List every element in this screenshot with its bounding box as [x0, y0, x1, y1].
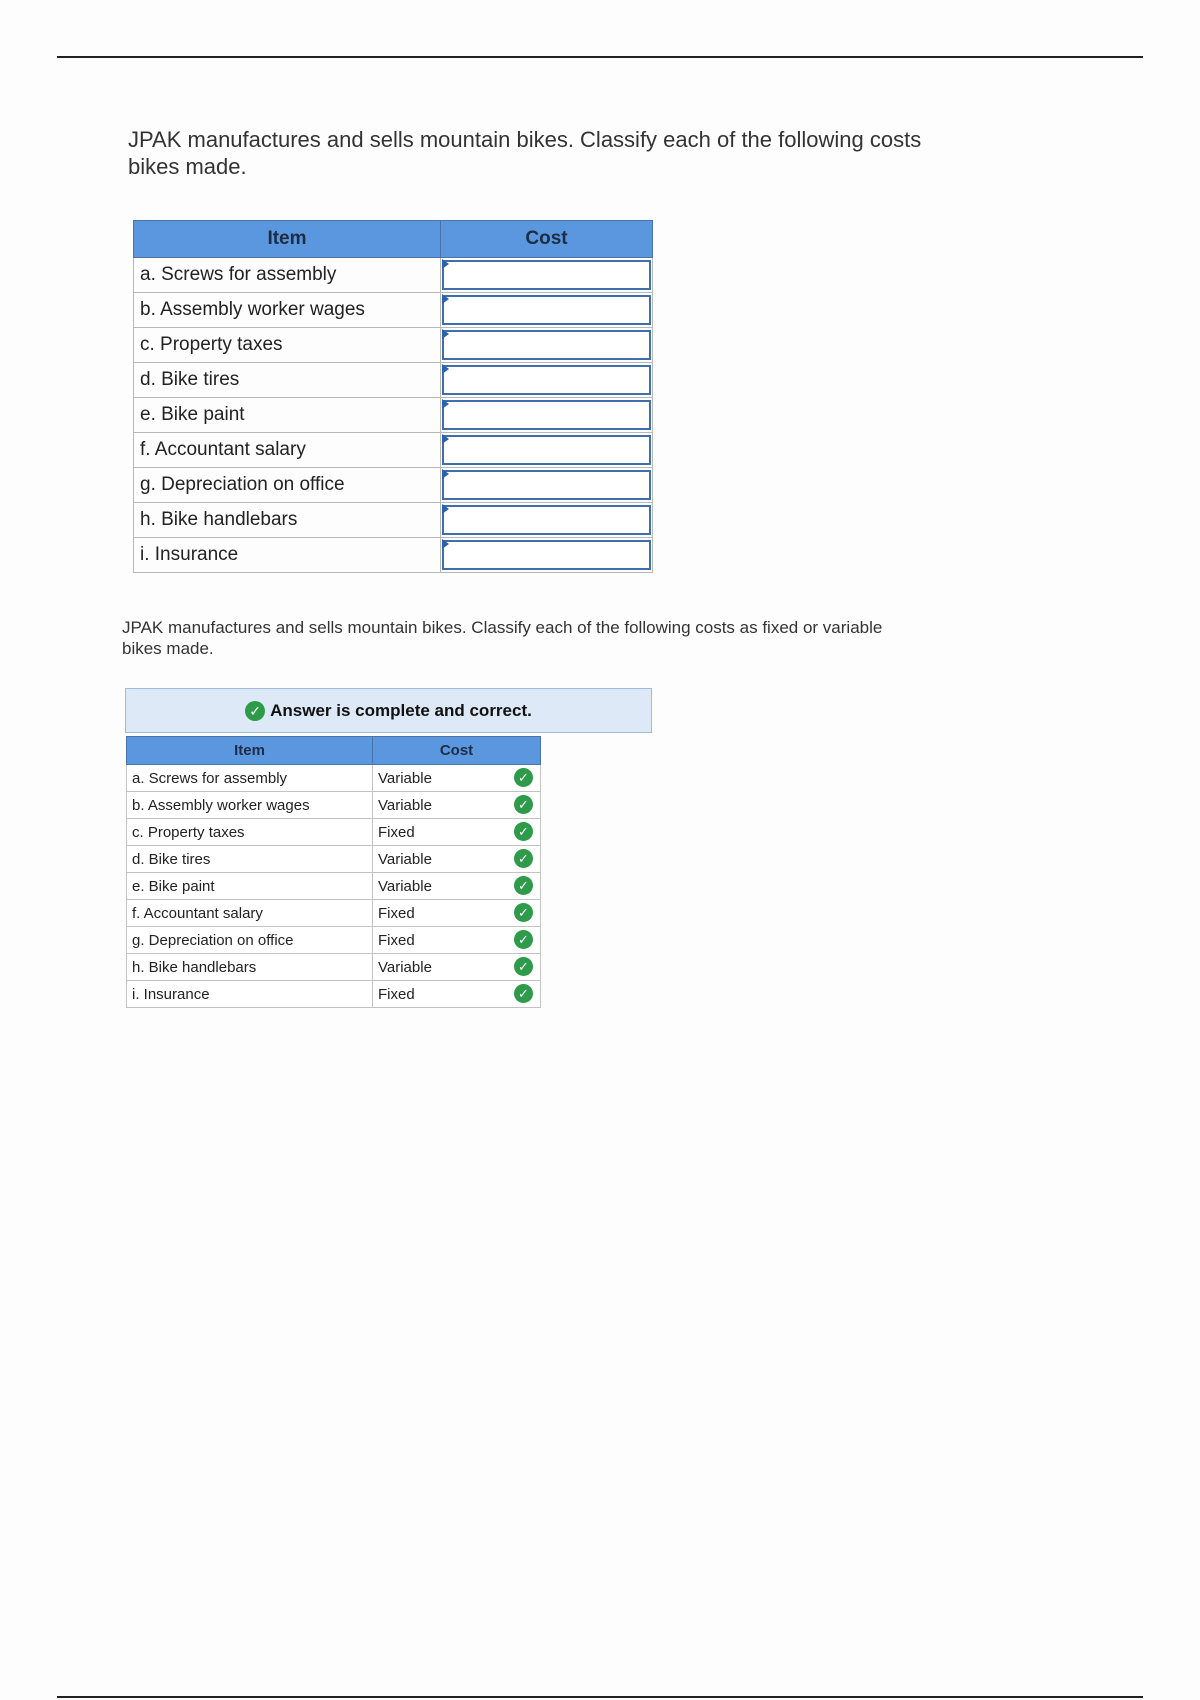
cost-cell[interactable]	[441, 468, 653, 503]
item-label: c. Property taxes	[127, 819, 373, 846]
table-row	[134, 503, 653, 538]
table-row	[134, 293, 653, 328]
item-label: i. Insurance	[127, 981, 373, 1008]
triangle-marker-icon	[442, 294, 449, 304]
cost-text: Variable	[378, 850, 432, 868]
top-divider	[57, 56, 1143, 58]
cost-value	[373, 765, 541, 792]
check-circle-icon: ✓	[514, 849, 533, 868]
check-circle-icon: ✓	[514, 768, 533, 787]
table-row	[134, 468, 653, 503]
table-header-row	[134, 221, 653, 258]
check-circle-icon: ✓	[514, 984, 533, 1003]
cost-value	[373, 873, 541, 900]
check-circle-icon: ✓	[514, 822, 533, 841]
item-label: d. Bike tires	[127, 846, 373, 873]
item-label: e. Bike paint	[127, 873, 373, 900]
cost-text: Fixed	[378, 931, 415, 949]
cost-value	[373, 819, 541, 846]
item-label: c. Property taxes	[134, 328, 441, 363]
item-label: f. Accountant salary	[134, 433, 441, 468]
check-circle-icon: ✓	[514, 957, 533, 976]
cost-dropdown[interactable]	[442, 260, 651, 290]
cost-cell[interactable]	[441, 538, 653, 573]
cost-value	[373, 927, 541, 954]
cost-dropdown[interactable]	[442, 470, 651, 500]
item-label: a. Screws for assembly	[127, 765, 373, 792]
item-label: a. Screws for assembly	[134, 258, 441, 293]
cost-text: Variable	[378, 769, 432, 787]
cost-cell[interactable]	[441, 363, 653, 398]
question-prompt: JPAK manufactures and sells mountain bikes. Classify each of the following costs bikes made.	[128, 127, 922, 179]
triangle-marker-icon	[442, 259, 449, 269]
header-item: Item	[127, 737, 373, 765]
answer-table	[126, 736, 541, 1008]
table-row	[134, 363, 653, 398]
triangle-marker-icon	[442, 399, 449, 409]
header-cost: Cost	[441, 221, 653, 258]
table-row	[134, 328, 653, 363]
cost-dropdown[interactable]	[442, 435, 651, 465]
table-row	[127, 900, 541, 927]
cost-cell[interactable]	[441, 293, 653, 328]
table-row	[127, 873, 541, 900]
check-circle-icon: ✓	[514, 795, 533, 814]
cost-text: Fixed	[378, 823, 415, 841]
answer-status-text: Answer is complete and correct.	[270, 700, 532, 720]
table-row	[127, 765, 541, 792]
item-label: i. Insurance	[134, 538, 441, 573]
cost-text: Variable	[378, 958, 432, 976]
item-label: h. Bike handlebars	[127, 954, 373, 981]
triangle-marker-icon	[442, 434, 449, 444]
table-row	[134, 433, 653, 468]
cost-text: Fixed	[378, 985, 415, 1003]
item-label: b. Assembly worker wages	[127, 792, 373, 819]
cost-cell[interactable]	[441, 328, 653, 363]
table-row	[134, 538, 653, 573]
cost-cell[interactable]	[441, 433, 653, 468]
cost-dropdown[interactable]	[442, 400, 651, 430]
item-label: e. Bike paint	[134, 398, 441, 433]
cost-dropdown[interactable]	[442, 540, 651, 570]
item-label: d. Bike tires	[134, 363, 441, 398]
table-row	[127, 792, 541, 819]
item-label: b. Assembly worker wages	[134, 293, 441, 328]
cost-value	[373, 981, 541, 1008]
item-label: g. Depreciation on office	[127, 927, 373, 954]
check-circle-icon: ✓	[245, 701, 265, 721]
triangle-marker-icon	[442, 539, 449, 549]
cost-value	[373, 846, 541, 873]
header-cost: Cost	[373, 737, 541, 765]
item-label: g. Depreciation on office	[134, 468, 441, 503]
table-row	[127, 954, 541, 981]
cost-cell[interactable]	[441, 503, 653, 538]
answer-status-banner	[125, 688, 652, 733]
cost-text: Variable	[378, 796, 432, 814]
table-row	[134, 258, 653, 293]
triangle-marker-icon	[442, 329, 449, 339]
table-row	[127, 819, 541, 846]
check-circle-icon: ✓	[514, 930, 533, 949]
cost-dropdown[interactable]	[442, 330, 651, 360]
cost-text: Variable	[378, 877, 432, 895]
triangle-marker-icon	[442, 364, 449, 374]
cost-text: Fixed	[378, 904, 415, 922]
triangle-marker-icon	[442, 504, 449, 514]
bottom-divider	[57, 1696, 1143, 1698]
question-table	[133, 220, 653, 573]
check-circle-icon: ✓	[514, 876, 533, 895]
item-label: f. Accountant salary	[127, 900, 373, 927]
item-label: h. Bike handlebars	[134, 503, 441, 538]
cost-value	[373, 900, 541, 927]
answer-prompt: JPAK manufactures and sells mountain bikes. Classify each of the following costs as fixed or variable bikes made.	[122, 618, 883, 658]
table-header-row	[127, 737, 541, 765]
header-item: Item	[134, 221, 441, 258]
table-row	[127, 981, 541, 1008]
table-row	[127, 927, 541, 954]
triangle-marker-icon	[442, 469, 449, 479]
table-row	[127, 846, 541, 873]
cost-dropdown[interactable]	[442, 505, 651, 535]
check-circle-icon: ✓	[514, 903, 533, 922]
cost-dropdown[interactable]	[442, 295, 651, 325]
cost-cell[interactable]	[441, 398, 653, 433]
cost-value	[373, 792, 541, 819]
cost-value	[373, 954, 541, 981]
cost-dropdown[interactable]	[442, 365, 651, 395]
table-row	[134, 398, 653, 433]
cost-cell[interactable]	[441, 258, 653, 293]
